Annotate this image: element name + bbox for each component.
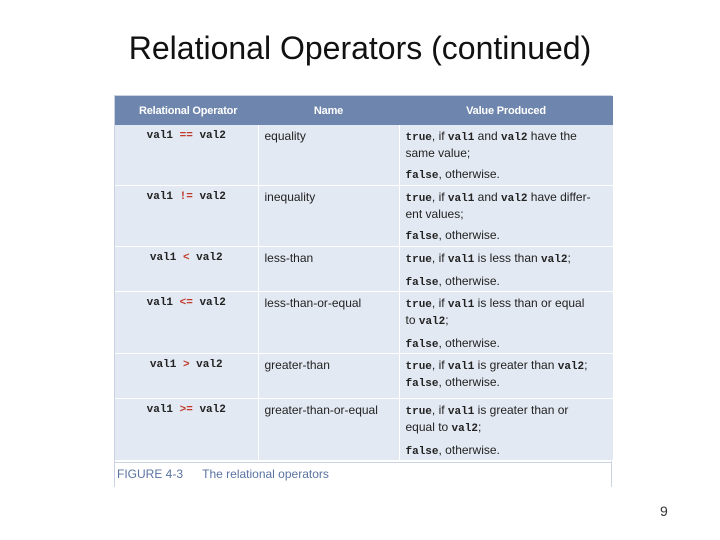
operator-symbol: == [179, 130, 193, 142]
vp-text: have differ- [527, 189, 591, 204]
name-cell: greater-than [258, 353, 399, 398]
false-keyword: false [405, 445, 439, 458]
operator-symbol: < [182, 251, 190, 264]
vp-text: , otherwise. [438, 374, 500, 389]
value-produced-cell [399, 246, 613, 291]
table-row [115, 246, 613, 291]
vp-text: , otherwise. [438, 442, 500, 457]
false-keyword: false [405, 230, 439, 243]
table-row [115, 291, 613, 353]
false-keyword: false [405, 170, 439, 182]
table-row [115, 125, 613, 185]
slide-title: Relational Operators (continued) [128, 30, 592, 66]
operator-cell [115, 185, 258, 246]
operator-cell [115, 125, 258, 185]
value-produced-cell [399, 185, 613, 246]
name-cell: greater-than-or-equal [258, 398, 399, 460]
operator-cell [115, 291, 258, 353]
vp-operand: val2 [501, 132, 528, 144]
false-keyword: false [405, 377, 439, 390]
true-keyword: true [405, 298, 432, 311]
operand-left: val1 [149, 251, 177, 264]
true-keyword: true [405, 360, 432, 373]
vp-operand: val1 [447, 405, 475, 418]
true-keyword: true [405, 192, 432, 205]
page-number: 9 [660, 503, 668, 519]
true-keyword: true [405, 132, 432, 144]
value-produced-cell [399, 291, 613, 353]
vp-text: , if [431, 250, 448, 265]
vp-operand: val1 [447, 192, 475, 205]
operators-table [115, 96, 613, 461]
vp-text: same value; [405, 146, 471, 160]
vp-text: , otherwise. [438, 227, 500, 242]
vp-text: , if [431, 129, 448, 143]
operand-left: val1 [146, 296, 174, 309]
vp-operand: val1 [447, 132, 475, 144]
vp-text: ; [445, 312, 449, 327]
name-cell: less-than-or-equal [258, 291, 399, 353]
vp-text: , if [431, 189, 448, 204]
operand-left: val1 [146, 130, 174, 142]
vp-operand: val2 [557, 360, 585, 373]
vp-text: , otherwise. [438, 335, 500, 350]
value-produced-cell [399, 353, 613, 398]
vp-text: and [474, 189, 502, 204]
operand-right: val2 [196, 358, 223, 371]
vp-text: equal to [405, 419, 452, 434]
table-row [115, 398, 613, 460]
vp-text: is less than [474, 250, 542, 265]
figure-caption [115, 462, 611, 487]
operator-symbol: > [182, 358, 190, 371]
vp-text: have the [527, 129, 577, 143]
vp-text: and [474, 129, 502, 143]
vp-text: , if [431, 357, 448, 372]
operand-left: val1 [146, 190, 174, 203]
operand-right: val2 [199, 296, 226, 309]
header-value-produced: Value Produced [399, 96, 613, 125]
operator-cell [115, 246, 258, 291]
header-relational-operator: Relational Operator [115, 96, 258, 125]
true-keyword: true [405, 405, 432, 418]
vp-text: ; [567, 250, 571, 265]
operand-right: val2 [199, 190, 226, 203]
value-produced-cell [399, 398, 613, 460]
figure-number: FIGURE 4-3 [117, 467, 184, 481]
vp-operand: val1 [447, 298, 475, 311]
operator-cell [115, 398, 258, 460]
table-row [115, 185, 613, 246]
table-row [115, 353, 613, 398]
vp-text: to [405, 312, 419, 327]
false-keyword: false [405, 276, 439, 289]
vp-operand: val2 [541, 253, 568, 266]
value-produced-cell [399, 125, 613, 185]
vp-operand: val1 [447, 360, 475, 373]
operand-left: val1 [146, 403, 174, 416]
operator-symbol: >= [179, 403, 193, 416]
vp-text: , if [431, 295, 448, 310]
operand-right: val2 [199, 403, 226, 416]
operand-right: val2 [199, 130, 226, 142]
vp-text: ; [584, 357, 588, 372]
name-cell: equality [258, 125, 399, 185]
vp-operand: val2 [501, 192, 528, 205]
true-keyword: true [405, 253, 432, 266]
vp-text: is greater than or [474, 402, 569, 417]
vp-text: ent values; [405, 206, 464, 221]
vp-operand: val2 [451, 422, 478, 435]
vp-text: is greater than [474, 357, 558, 372]
vp-text: , otherwise. [438, 273, 500, 288]
false-keyword: false [405, 338, 439, 351]
vp-operand: val2 [418, 315, 446, 328]
vp-text: , otherwise. [438, 167, 500, 181]
vp-text: , if [431, 402, 448, 417]
header-name: Name [258, 96, 399, 125]
vp-text: ; [477, 419, 482, 434]
operator-symbol: <= [179, 296, 193, 309]
table-header-row [115, 96, 613, 125]
vp-operand: val1 [447, 253, 475, 266]
operator-symbol: != [179, 190, 193, 203]
vp-text: is less than or equal [474, 295, 585, 310]
operator-cell [115, 353, 258, 398]
name-cell: less-than [258, 246, 399, 291]
name-cell: inequality [258, 185, 399, 246]
operand-right: val2 [196, 251, 223, 264]
caption-text: The relational operators [202, 467, 329, 481]
relational-operators-figure [114, 95, 612, 487]
operand-left: val1 [149, 358, 177, 371]
